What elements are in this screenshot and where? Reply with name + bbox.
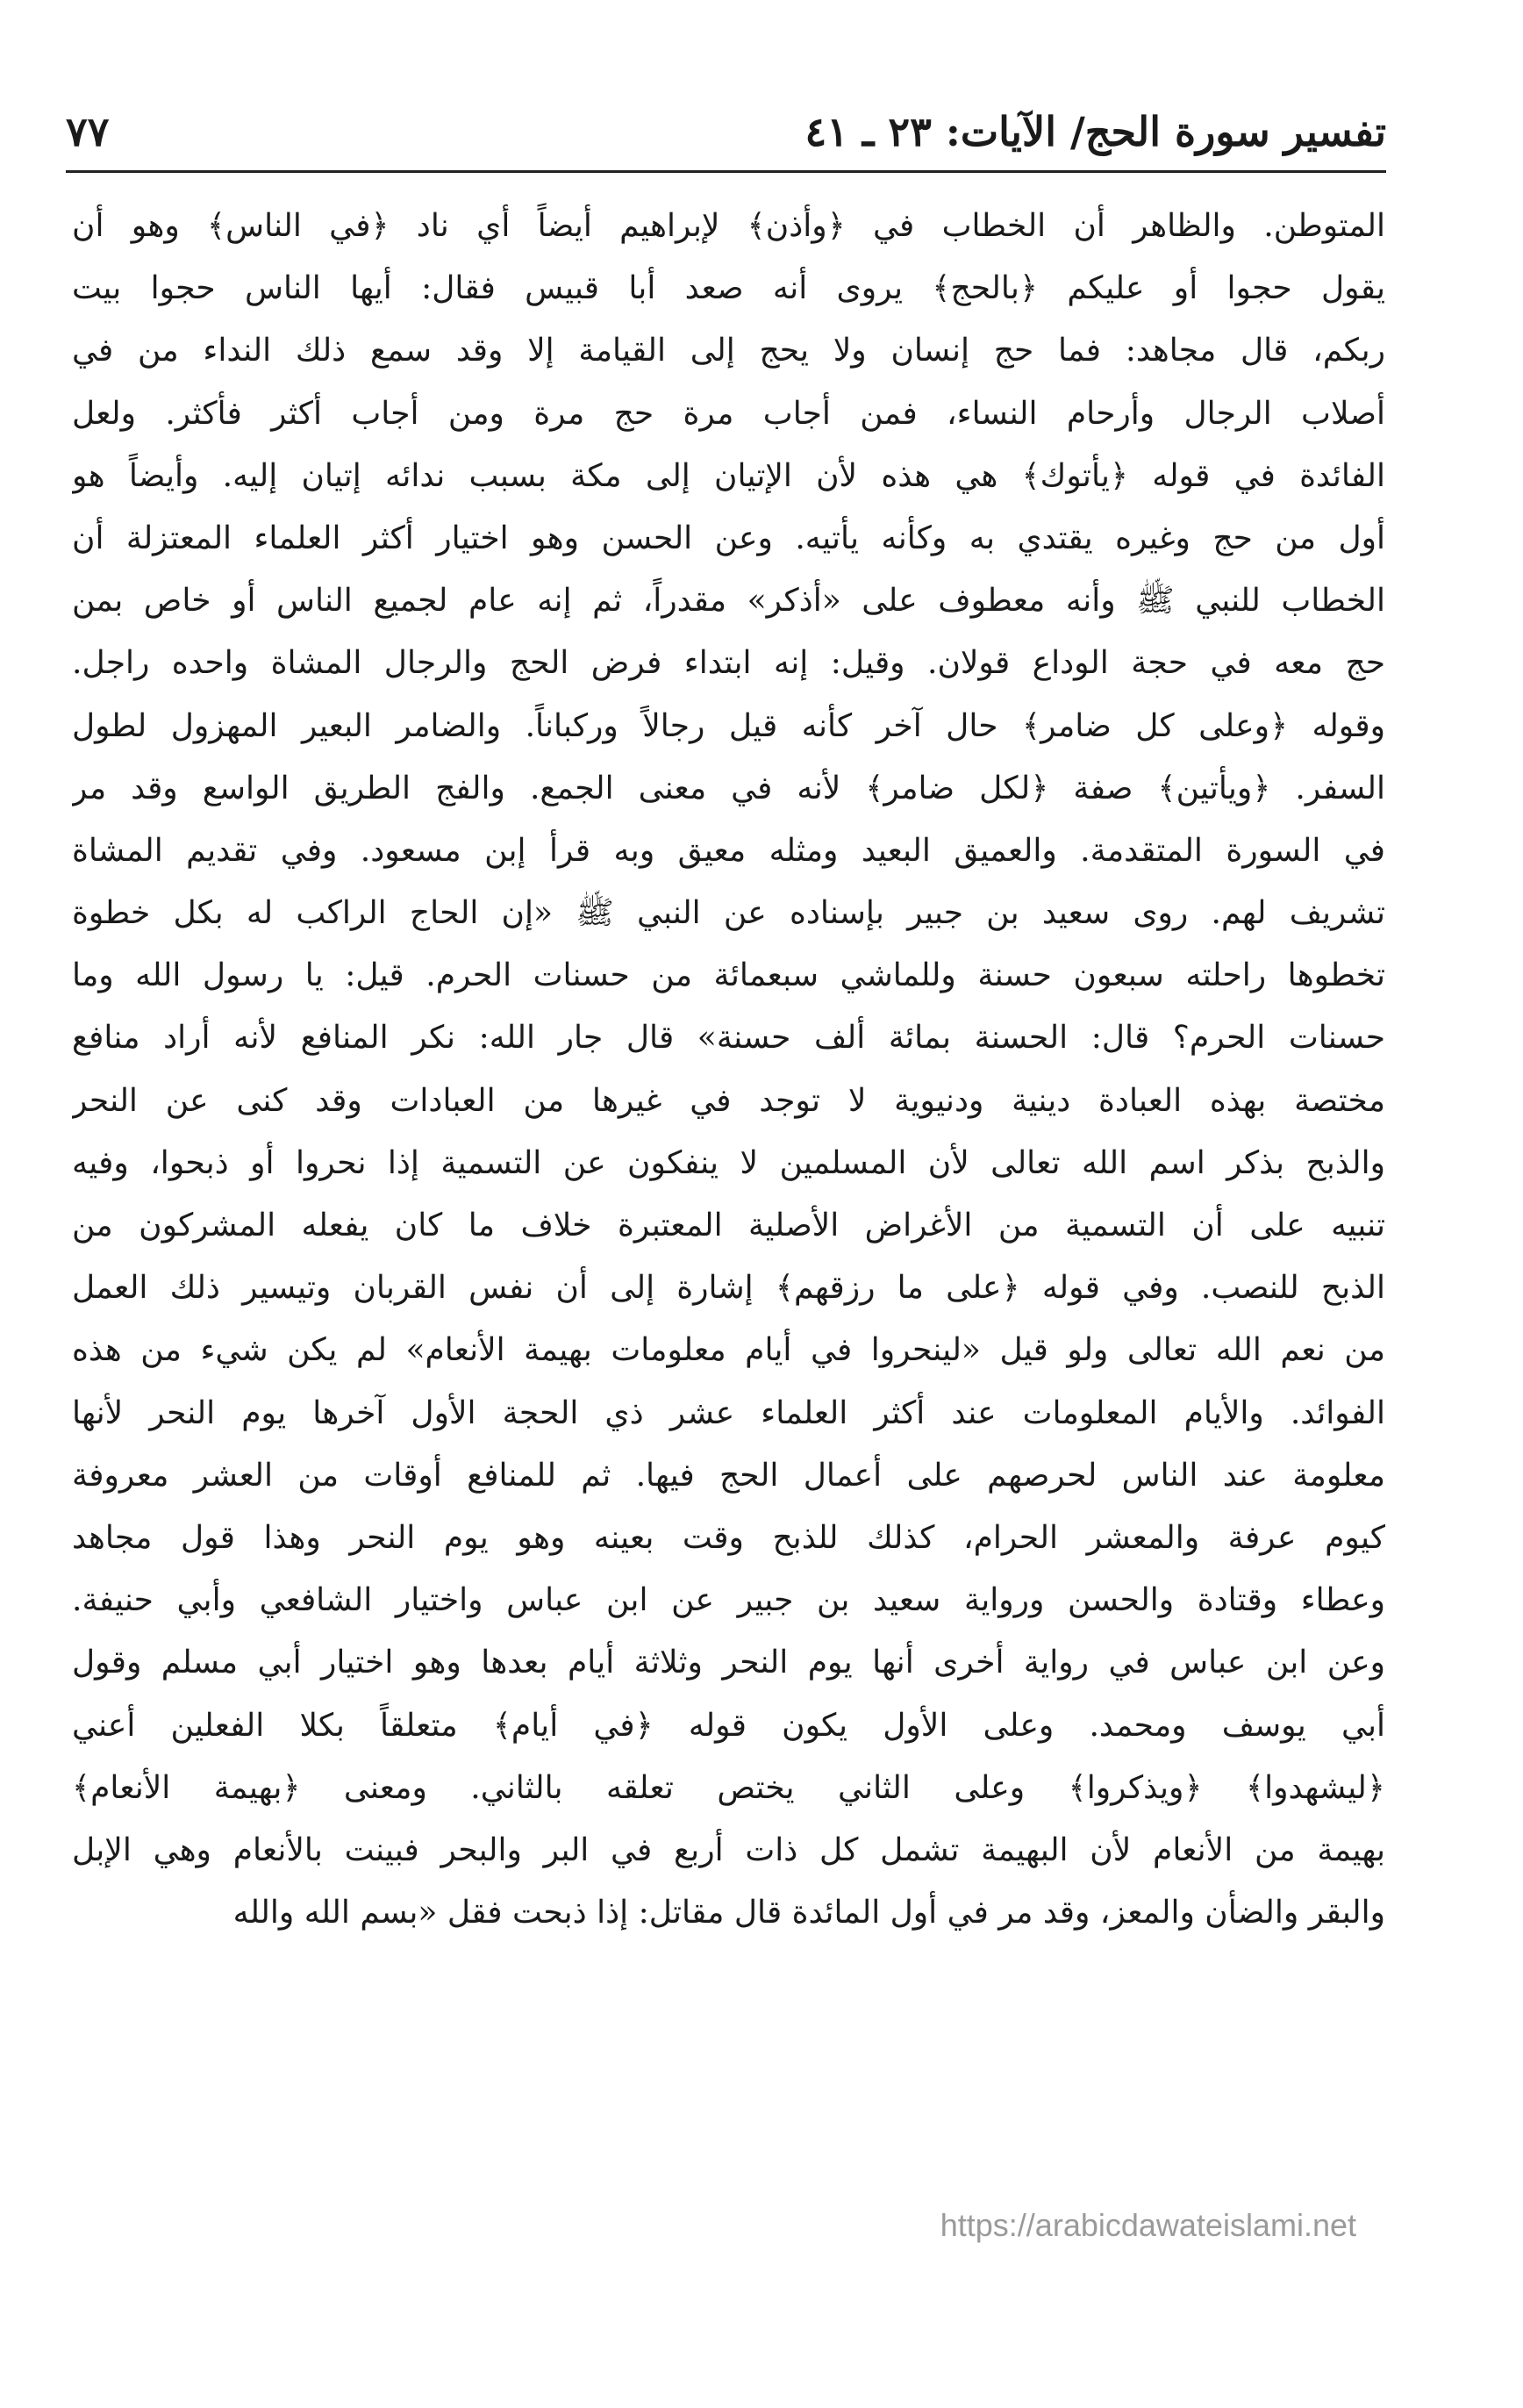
text-line: حسنات الحرم؟ قال: الحسنة بمائة ألف حسنة» قال جار الله: نكر المنافع لأنه أراد منافع (72, 1020, 1385, 1057)
text-line: المتوطن. والظاهر أن الخطاب في ﴿وأذن﴾ لإبراهيم أيضاً أي ناد ﴿في الناس﴾ وهو أن (72, 208, 1385, 244)
text-line: السفر. ﴿ويأتين﴾ صفة ﴿لكل ضامر﴾ لأنه في معنى الجمع. والفج الطريق الواسع وقد مر (72, 770, 1385, 806)
text-line: وقوله ﴿وعلى كل ضامر﴾ حال آخر كأنه قيل رجالاً وركباناً. والضامر البعير المهزول لطول (72, 707, 1385, 744)
text-line: بهيمة من الأنعام لأن البهيمة تشمل كل ذات أربع في البر والبحر فبينت بالأنعام وهي الإبل (72, 1831, 1385, 1868)
header-rule (66, 170, 1386, 173)
text-line: تشريف لهم. روى سعيد بن جبير بإسناده عن النبي ﷺ «إن الحاج الراكب له بكل خطوة (72, 895, 1385, 932)
text-line: مختصة بهذه العبادة دينية ودنيوية لا توجد في غيرها من العبادات وقد كنى عن النحر (72, 1082, 1385, 1119)
watermark-url: https://arabicdawateislami.net (940, 2207, 1356, 2243)
text-line: وعطاء وقتادة والحسن ورواية سعيد بن جبير عن ابن عباس واختيار الشافعي وأبي حنيفة. (72, 1582, 1385, 1619)
text-line: ﴿ليشهدوا﴾ ﴿ويذكروا﴾ وعلى الثاني يختص تعلقه بالثاني. ومعنى ﴿بهيمة الأنعام﴾ (72, 1769, 1385, 1806)
text-line: الفائدة في قوله ﴿يأتوك﴾ هي هذه لأن الإتيان إلى مكة بسبب ندائه إتيان إليه. وأيضاً هو (72, 457, 1385, 494)
text-line: من نعم الله تعالى ولو قيل «لينحروا في أيام معلومات بهيمة الأنعام» لم يكن شيء من هذه (72, 1332, 1385, 1369)
text-line: الذبح للنصب. وفي قوله ﴿على ما رزقهم﴾ إشارة إلى أن نفس القربان وتيسير ذلك العمل (72, 1270, 1385, 1307)
body-text (72, 195, 1385, 1944)
text-line: أول من حج وغيره يقتدي به وكأنه يأتيه. وعن الحسن وهو اختيار أكثر العلماء المعتزلة أن (72, 520, 1385, 556)
text-line: كيوم عرفة والمعشر الحرام، كذلك للذبح وقت بعينه وهو يوم النحر وهذا قول مجاهد (72, 1519, 1385, 1556)
text-line: ربكم، قال مجاهد: فما حج إنسان ولا يحج إلى القيامة إلا وقد سمع ذلك النداء من في (72, 333, 1385, 369)
text-line: تنبيه على أن التسمية من الأغراض الأصلية المعتبرة خلاف ما كان يفعله المشركون من (72, 1208, 1385, 1243)
text-line: أبي يوسف ومحمد. وعلى الأول يكون قوله ﴿في أيام﴾ متعلقاً بكلا الفعلين أعني (72, 1707, 1385, 1744)
text-line: وعن ابن عباس في رواية أخرى أنها يوم النحر وثلاثة أيام بعدها وهو اختيار أبي مسلم وقول (72, 1645, 1385, 1681)
page-number: ٧٧ (66, 108, 110, 155)
text-line: والذبح بذكر اسم الله تعالى لأن المسلمين لا ينفكون عن التسمية إذا نحروا أو ذبحوا، وفيه (72, 1144, 1385, 1181)
text-line: الخطاب للنبي ﷺ وأنه معطوف على «أذكر» مقدراً، ثم إنه عام لجميع الناس أو خاص بمن (72, 583, 1385, 620)
text-line: في السورة المتقدمة. والعميق البعيد ومثله معيق وبه قرأ إبن مسعود. وفي تقديم المشاة (72, 832, 1385, 869)
text-line: والبقر والضأن والمعز، وقد مر في أول المائدة قال مقاتل: إذا ذبحت فقل «بسم الله والله (232, 1895, 1385, 1931)
page-header (66, 101, 1386, 173)
text-line: الفوائد. والأيام المعلومات عند أكثر العلماء عشر ذي الحجة الأول آخرها يوم النحر لأنها (72, 1394, 1385, 1431)
text-line: معلومة عند الناس لحرصهم على أعمال الحج فيها. ثم للمنافع أوقات من العشر معروفة (72, 1457, 1385, 1494)
text-line: يقول حجوا أو عليكم ﴿بالحج﴾ يروى أنه صعد أبا قبيس فقال: أيها الناس حجوا بيت (72, 270, 1385, 307)
text-line: حج معه في حجة الوداع قولان. وقيل: إنه ابتداء فرض الحج والرجال المشاة واحده راجل. (72, 645, 1385, 682)
text-line: أصلاب الرجال وأرحام النساء، فمن أجاب مرة حج مرة ومن أجاب أكثر فأكثر. ولعل (72, 395, 1385, 432)
text-line: تخطوها راحلته سبعون حسنة وللماشي سبعمائة من حسنات الحرم. قيل: يا رسول الله وما (72, 957, 1385, 994)
running-title: تفسير سورة الحج/ الآيات: ٢٣ ـ ٤١ (804, 108, 1386, 155)
